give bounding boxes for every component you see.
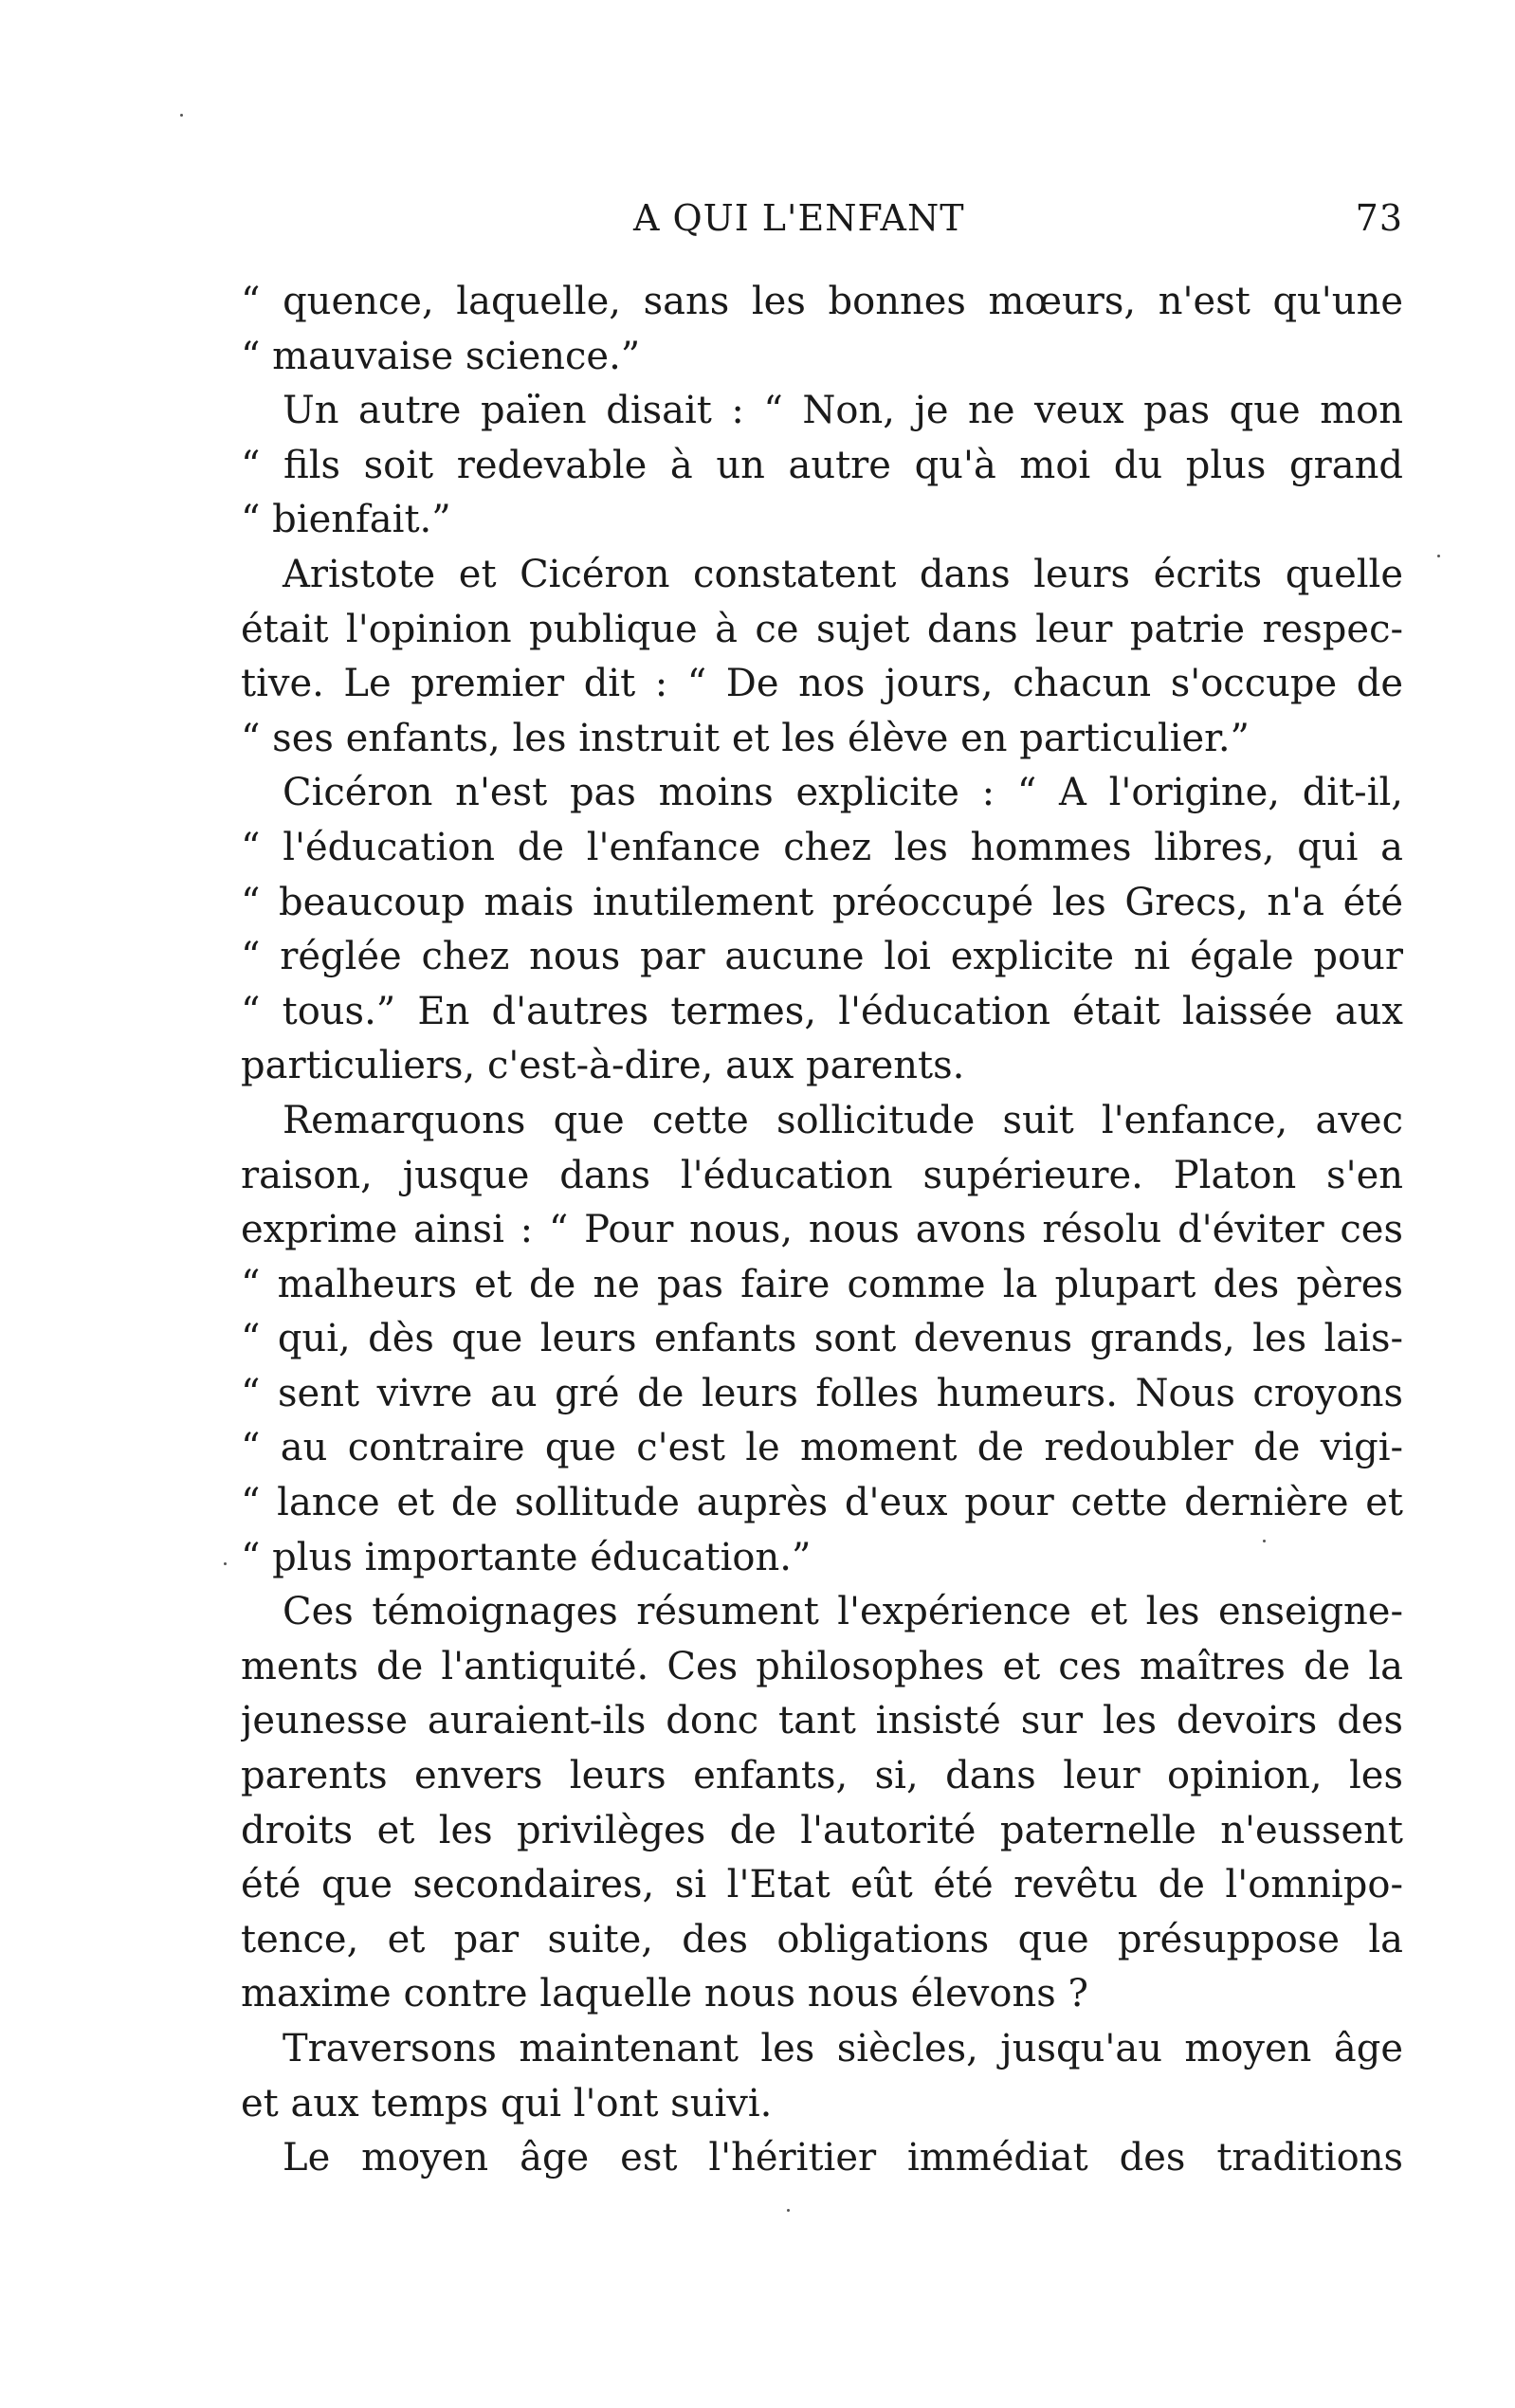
text-line: Cicéron n'est pas moins explicite : “ A l'origine, dit-il,	[283, 771, 1403, 815]
text-line: exprime ainsi : “ Pour nous, nous avons résolu d'éviter ces	[241, 1208, 1403, 1252]
text-line: particuliers, c'est-à-dire, aux parents.	[241, 1044, 965, 1088]
text-line: Remarquons que cette sollicitude suit l'enfance, avec	[283, 1098, 1403, 1142]
text-line: tive. Le premier dit : “ De nos jours, chacun s'occupe de	[241, 662, 1403, 706]
text-line: parents envers leurs enfants, si, dans leur opinion, les	[241, 1754, 1403, 1798]
running-title: A QUI L'ENFANT	[633, 197, 965, 239]
text-line: Le moyen âge est l'héritier immédiat des traditions	[283, 2136, 1403, 2180]
scan-speck	[224, 1562, 227, 1565]
text-line: Un autre païen disait : “ Non, je ne veux pas que mon	[283, 389, 1403, 433]
text-line: “ ses enfants, les instruit et les élève en particulier.”	[241, 716, 1250, 760]
scan-speck	[787, 2209, 790, 2212]
page-number: 73	[1355, 197, 1403, 239]
text-line: “ quence, laquelle, sans les bonnes mœurs, n'est qu'une	[241, 280, 1403, 323]
text-line: “ tous.” En d'autres termes, l'éducation était laissée aux	[241, 989, 1403, 1033]
text-line: “ mauvaise science.”	[241, 334, 641, 378]
text-line: “ malheurs et de ne pas faire comme la plupart des pères	[241, 1262, 1403, 1306]
text-line: et aux temps qui l'ont suivi.	[241, 2081, 773, 2125]
scan-speck	[180, 114, 183, 117]
text-line: était l'opinion publique à ce sujet dans leur patrie respec-	[241, 607, 1403, 651]
text-line: Aristote et Cicéron constatent dans leurs écrits quelle	[283, 552, 1403, 596]
scan-speck	[1263, 1540, 1266, 1542]
text-line: “ bienfait.”	[241, 498, 451, 542]
scan-speck	[1437, 555, 1440, 557]
text-line: maxime contre laquelle nous nous élevons ?	[241, 1972, 1088, 2016]
text-line: “ réglée chez nous par aucune loi explicite ni égale pour	[241, 935, 1403, 979]
text-line: “ lance et de sollitude auprès d'eux pour cette dernière et	[241, 1481, 1403, 1525]
text-line: ments de l'antiquité. Ces philosophes et ces maîtres de la	[241, 1644, 1403, 1688]
text-line: “ fils soit redevable à un autre qu'à moi du plus grand	[241, 443, 1403, 487]
text-line: “ au contraire que c'est le moment de redoubler de vigi-	[241, 1426, 1403, 1470]
text-line: “ plus importante éducation.”	[241, 1535, 812, 1579]
text-line: tence, et par suite, des obligations que présuppose la	[241, 1917, 1403, 1961]
running-head	[0, 197, 1515, 254]
text-line: raison, jusque dans l'éducation supérieure. Platon s'en	[241, 1153, 1403, 1197]
text-line: “ beaucoup mais inutilement préoccupé les Grecs, n'a été	[241, 880, 1403, 924]
text-line: “ qui, dès que leurs enfants sont devenus grands, les lais-	[241, 1317, 1403, 1361]
body-text	[241, 275, 1403, 2186]
text-line: Traversons maintenant les siècles, jusqu'au moyen âge	[283, 2027, 1403, 2071]
text-line: Ces témoignages résument l'expérience et les enseigne-	[283, 1590, 1403, 1634]
text-line: été que secondaires, si l'Etat eût été revêtu de l'omnipo-	[241, 1863, 1403, 1907]
text-line: droits et les privilèges de l'autorité paternelle n'eussent	[241, 1808, 1403, 1852]
text-line: “ l'éducation de l'enfance chez les hommes libres, qui a	[241, 825, 1403, 869]
text-line: “ sent vivre au gré de leurs folles humeurs. Nous croyons	[241, 1371, 1403, 1415]
text-line: jeunesse auraient-ils donc tant insisté sur les devoirs des	[241, 1699, 1403, 1743]
